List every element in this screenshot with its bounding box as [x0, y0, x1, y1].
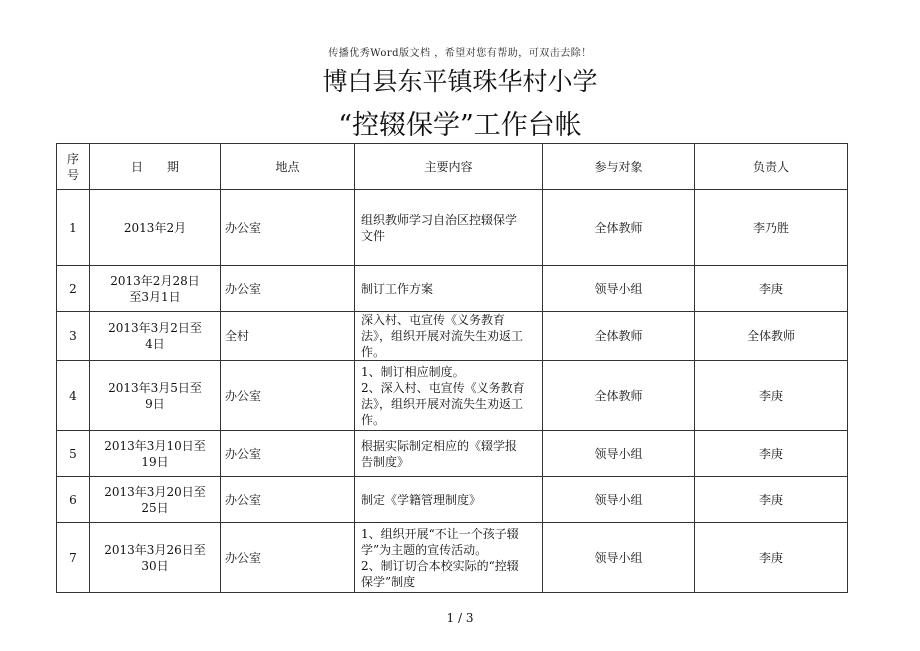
cell-seq: 6: [57, 477, 90, 523]
cell-content-line: 组织教师学习自治区控辍保学: [361, 212, 518, 227]
cell-date-line: 4日: [145, 337, 165, 351]
header-seq-line-2: 号: [66, 167, 79, 182]
cell-content-line: 根据实际制定相应的《辍学报: [361, 438, 518, 453]
cell-date-line: 2013年3月20日至: [104, 484, 206, 499]
cell-content: [355, 477, 543, 523]
table-row: [57, 477, 848, 523]
cell-place: 办公室: [221, 190, 355, 266]
cell-place: 办公室: [221, 266, 355, 312]
cell-content-line: 1、制订相应制度。: [361, 364, 465, 379]
cell-owner: 李庚: [695, 431, 848, 477]
cell-participants: 领导小组: [543, 523, 695, 593]
table-row: [57, 361, 848, 431]
cell-content-line: 文件: [361, 228, 386, 243]
page-number: 1 / 3: [446, 611, 474, 625]
cell-date: [90, 361, 221, 431]
cell-owner: 李庚: [695, 361, 848, 431]
cell-place: 办公室: [221, 431, 355, 477]
cell-seq: 2: [57, 266, 90, 312]
header-seq-line-1: 序: [66, 151, 79, 166]
cell-content-line: 2、深入村、屯宣传《义务教育: [361, 380, 525, 395]
cell-content-line: 保学”制度: [361, 574, 416, 589]
cell-participants: 全体教师: [543, 312, 695, 361]
ledger-body: [57, 190, 848, 593]
cell-owner: 李乃胜: [695, 190, 848, 266]
cell-date: [90, 190, 221, 266]
header-place: 地点: [221, 144, 355, 190]
cell-seq: 5: [57, 431, 90, 477]
table-row: [57, 312, 848, 361]
cell-date-line: 19日: [141, 454, 169, 469]
cell-place: 办公室: [221, 477, 355, 523]
table-row: [57, 523, 848, 593]
cell-date-line: 25日: [141, 500, 169, 515]
cell-participants: 领导小组: [543, 431, 695, 477]
cell-participants: 领导小组: [543, 477, 695, 523]
school-title: 博白县东平镇珠华村小学: [322, 67, 598, 96]
cell-date: [90, 431, 221, 477]
header-date: 日 期: [90, 144, 221, 190]
cell-content: [355, 266, 543, 312]
cell-date: [90, 523, 221, 593]
table-row: [57, 190, 848, 266]
cell-participants: 全体教师: [543, 361, 695, 431]
cell-content-line: 学”为主题的宣传活动。: [361, 542, 488, 557]
cell-content-line: 法》，组织开展对流失生劝返工: [361, 329, 524, 343]
cell-seq: 3: [57, 312, 90, 361]
cell-content-line: 2、制订切合本校实际的“控辍: [361, 558, 519, 573]
header-participants: 参与对象: [543, 144, 695, 190]
cell-content-line: 制定《学籍管理制度》: [361, 492, 482, 507]
cell-content: [355, 361, 543, 431]
table-row: [57, 431, 848, 477]
cell-date-line: 2013年2月28日: [110, 273, 200, 288]
cell-owner: 李庚: [695, 523, 848, 593]
cell-owner: 全体教师: [695, 312, 848, 361]
cell-date-line: 2013年3月26日至: [104, 542, 206, 557]
cell-seq: 4: [57, 361, 90, 431]
cell-seq: 1: [57, 190, 90, 266]
cell-date-line: 2013年3月10日至: [104, 438, 206, 453]
cell-content: [355, 190, 543, 266]
cell-place: 办公室: [221, 523, 355, 593]
cell-date-line: 至3月1日: [129, 289, 181, 304]
cell-content: [355, 312, 543, 361]
header-owner: 负责人: [695, 144, 848, 190]
cell-owner: 李庚: [695, 477, 848, 523]
cell-date-line: 2013年3月2日至: [108, 321, 202, 335]
cell-date: [90, 266, 221, 312]
cell-date-line: 30日: [141, 558, 169, 573]
cell-place: 办公室: [221, 361, 355, 431]
table-header-row: [57, 144, 848, 190]
cell-date: [90, 477, 221, 523]
cell-content-line: 作。: [361, 345, 386, 359]
cell-content-line: 告制度》: [361, 454, 410, 469]
cell-seq: 7: [57, 523, 90, 593]
ledger-title: “控辍保学”工作台帐: [338, 110, 582, 141]
cell-participants: 全体教师: [543, 190, 695, 266]
cell-content-line: 深入村、屯宣传《义务教育: [361, 313, 506, 327]
cell-content-line: 1、组织开展“不让一个孩子辍: [361, 526, 519, 541]
cell-content-line: 制订工作方案: [361, 281, 434, 296]
cell-participants: 领导小组: [543, 266, 695, 312]
cell-owner: 李庚: [695, 266, 848, 312]
header-note: 传播优秀Word版文档 ，希望对您有帮助，可双击去除！: [328, 48, 592, 59]
cell-content-line: 作。: [361, 412, 386, 427]
header-seq: [57, 144, 90, 190]
table-row: [57, 266, 848, 312]
cell-content: [355, 431, 543, 477]
cell-place: 全村: [221, 312, 355, 361]
cell-date: [90, 312, 221, 361]
cell-date-line: 9日: [145, 396, 165, 411]
ledger-table: [56, 143, 848, 593]
cell-content-line: 法》，组织开展对流失生劝返工: [361, 396, 524, 411]
cell-date-line: 2013年3月5日至: [108, 380, 202, 395]
cell-content: [355, 523, 543, 593]
header-content: 主要内容: [355, 144, 543, 190]
cell-date-line: 2013年2月: [123, 220, 187, 235]
